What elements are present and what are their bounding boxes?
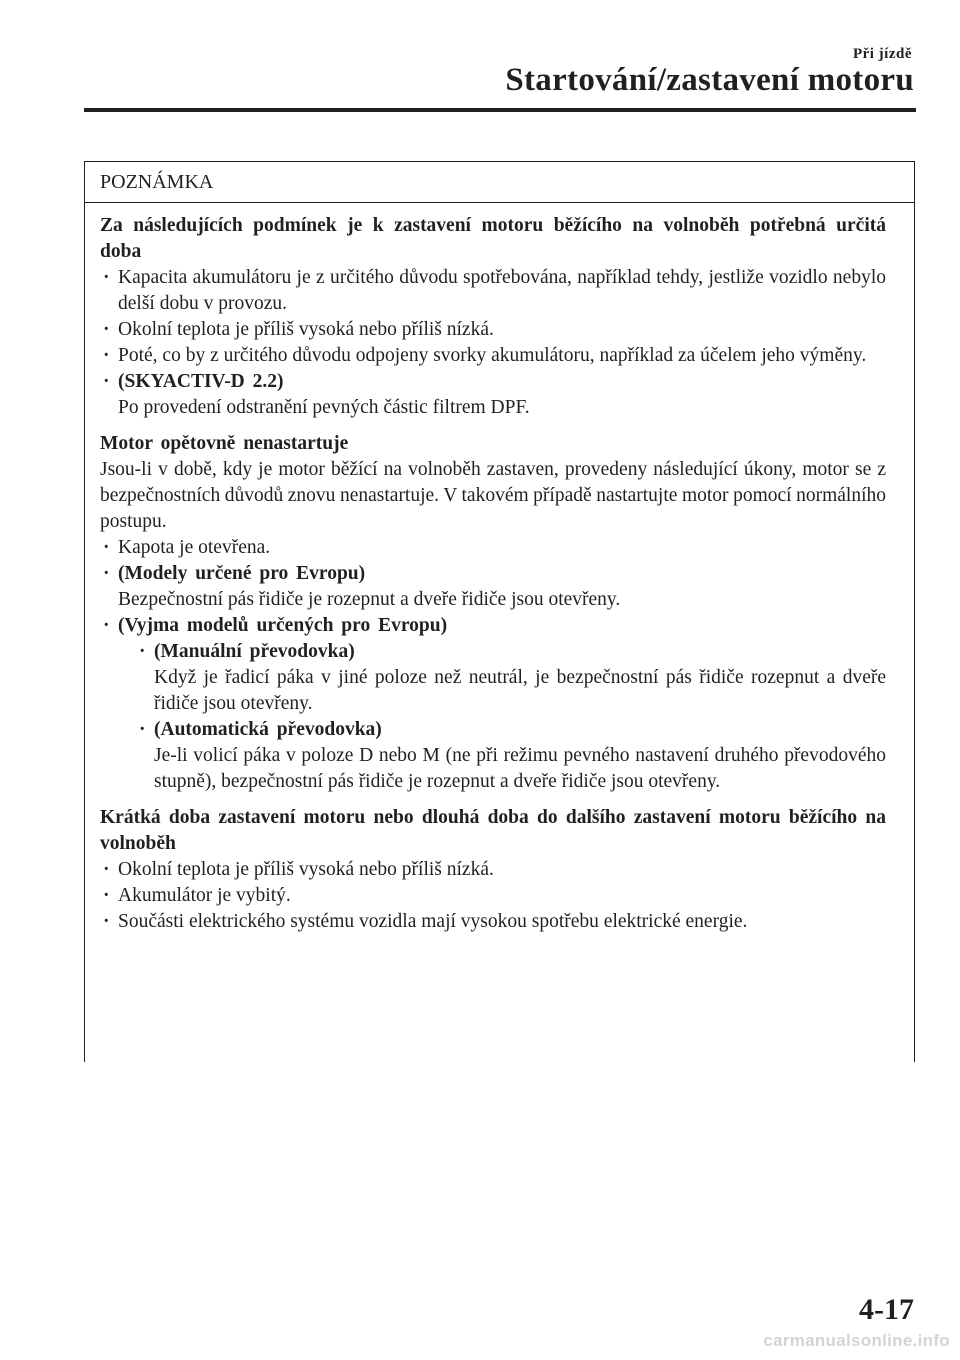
header-rule — [84, 108, 916, 112]
list-item: · Kapota je otevřena. — [100, 535, 886, 561]
manual-label: · (Manuální převodovka) — [154, 641, 355, 662]
list-item: · Okolní teplota je příliš vysoká nebo příliš nízká. — [100, 857, 886, 883]
short-stop-list — [100, 857, 886, 935]
list-item-manual — [136, 639, 886, 717]
no-restart-intro: Jsou-li v době, kdy je motor běžící na volnoběh zastaven, provedeny následující úkony, motor se z bezpečnostních důvodů znovu nenastartuje. V takovém případě nastartujte motor pomocí normálního postupu. — [100, 459, 886, 532]
watermark: carmanualsonline.info — [763, 1331, 950, 1350]
non-eu-label: · (Vyjma modelů určených pro Evropu) — [118, 615, 448, 636]
list-item-eu — [100, 561, 886, 613]
page-number: 4-17 — [859, 1293, 914, 1326]
list-item-automatic — [136, 717, 886, 795]
no-restart-list — [100, 535, 886, 795]
list-item: · Kapacita akumulátoru je z určitého důvodu spotřebována, například tehdy, jestliže vozidlo nebylo delší dobu v provozu. — [100, 265, 886, 317]
list-item: · Okolní teplota je příliš vysoká nebo příliš nízká. — [100, 317, 886, 343]
section-heading-idle-stop-delay: Za následujících podmínek je k zastavení motoru běžícího na volnoběh potřebná určitá doba — [100, 215, 886, 262]
eu-label: · (Modely určené pro Evropu) — [118, 563, 366, 584]
diesel-label: · (SKYACTIV-D 2.2) — [118, 371, 284, 392]
transmission-list — [118, 639, 886, 795]
list-item: · Akumulátor je vybitý. — [100, 883, 886, 909]
automatic-label: · (Automatická převodovka) — [154, 719, 382, 740]
section-heading-no-restart: Motor opětovně nenastartuje — [100, 433, 349, 454]
list-item: · Součásti elektrického systému vozidla mají vysokou spotřebu elektrické energie. — [100, 909, 886, 935]
note-box — [84, 161, 915, 1062]
diesel-text: Po provedení odstranění pevných částic filtrem DPF. — [118, 397, 530, 418]
list-item-diesel — [100, 369, 886, 421]
note-title: POZNÁMKA — [85, 162, 914, 203]
list-item-non-eu — [100, 613, 886, 795]
eu-text: Bezpečnostní pás řidiče je rozepnut a dveře řidiče jsou otevřeny. — [118, 589, 621, 610]
automatic-text: Je-li volicí páka v poloze D nebo M (ne při režimu pevného nastavení druhého převodového stupně), bezpečnostní pás řidiče je rozepnut a dveře řidiče jsou otevřeny. — [154, 745, 886, 792]
chapter-title: Startování/zastavení motoru — [505, 62, 914, 98]
manual-text: Když je řadicí páka v jiné poloze než neutrál, je bezpečnostní pás řidiče rozepnut a dveře řidiče jsou otevřeny. — [154, 667, 886, 714]
list-item: · Poté, co by z určitého důvodu odpojeny svorky akumulátoru, například za účelem jeho výměny. — [100, 343, 886, 369]
section-label: Při jízdě — [852, 46, 912, 62]
idle-stop-delay-list — [100, 265, 886, 421]
section-heading-short-stop: Krátká doba zastavení motoru nebo dlouhá doba do dalšího zastavení motoru běžícího na volnoběh — [100, 807, 886, 854]
note-body — [85, 203, 914, 935]
